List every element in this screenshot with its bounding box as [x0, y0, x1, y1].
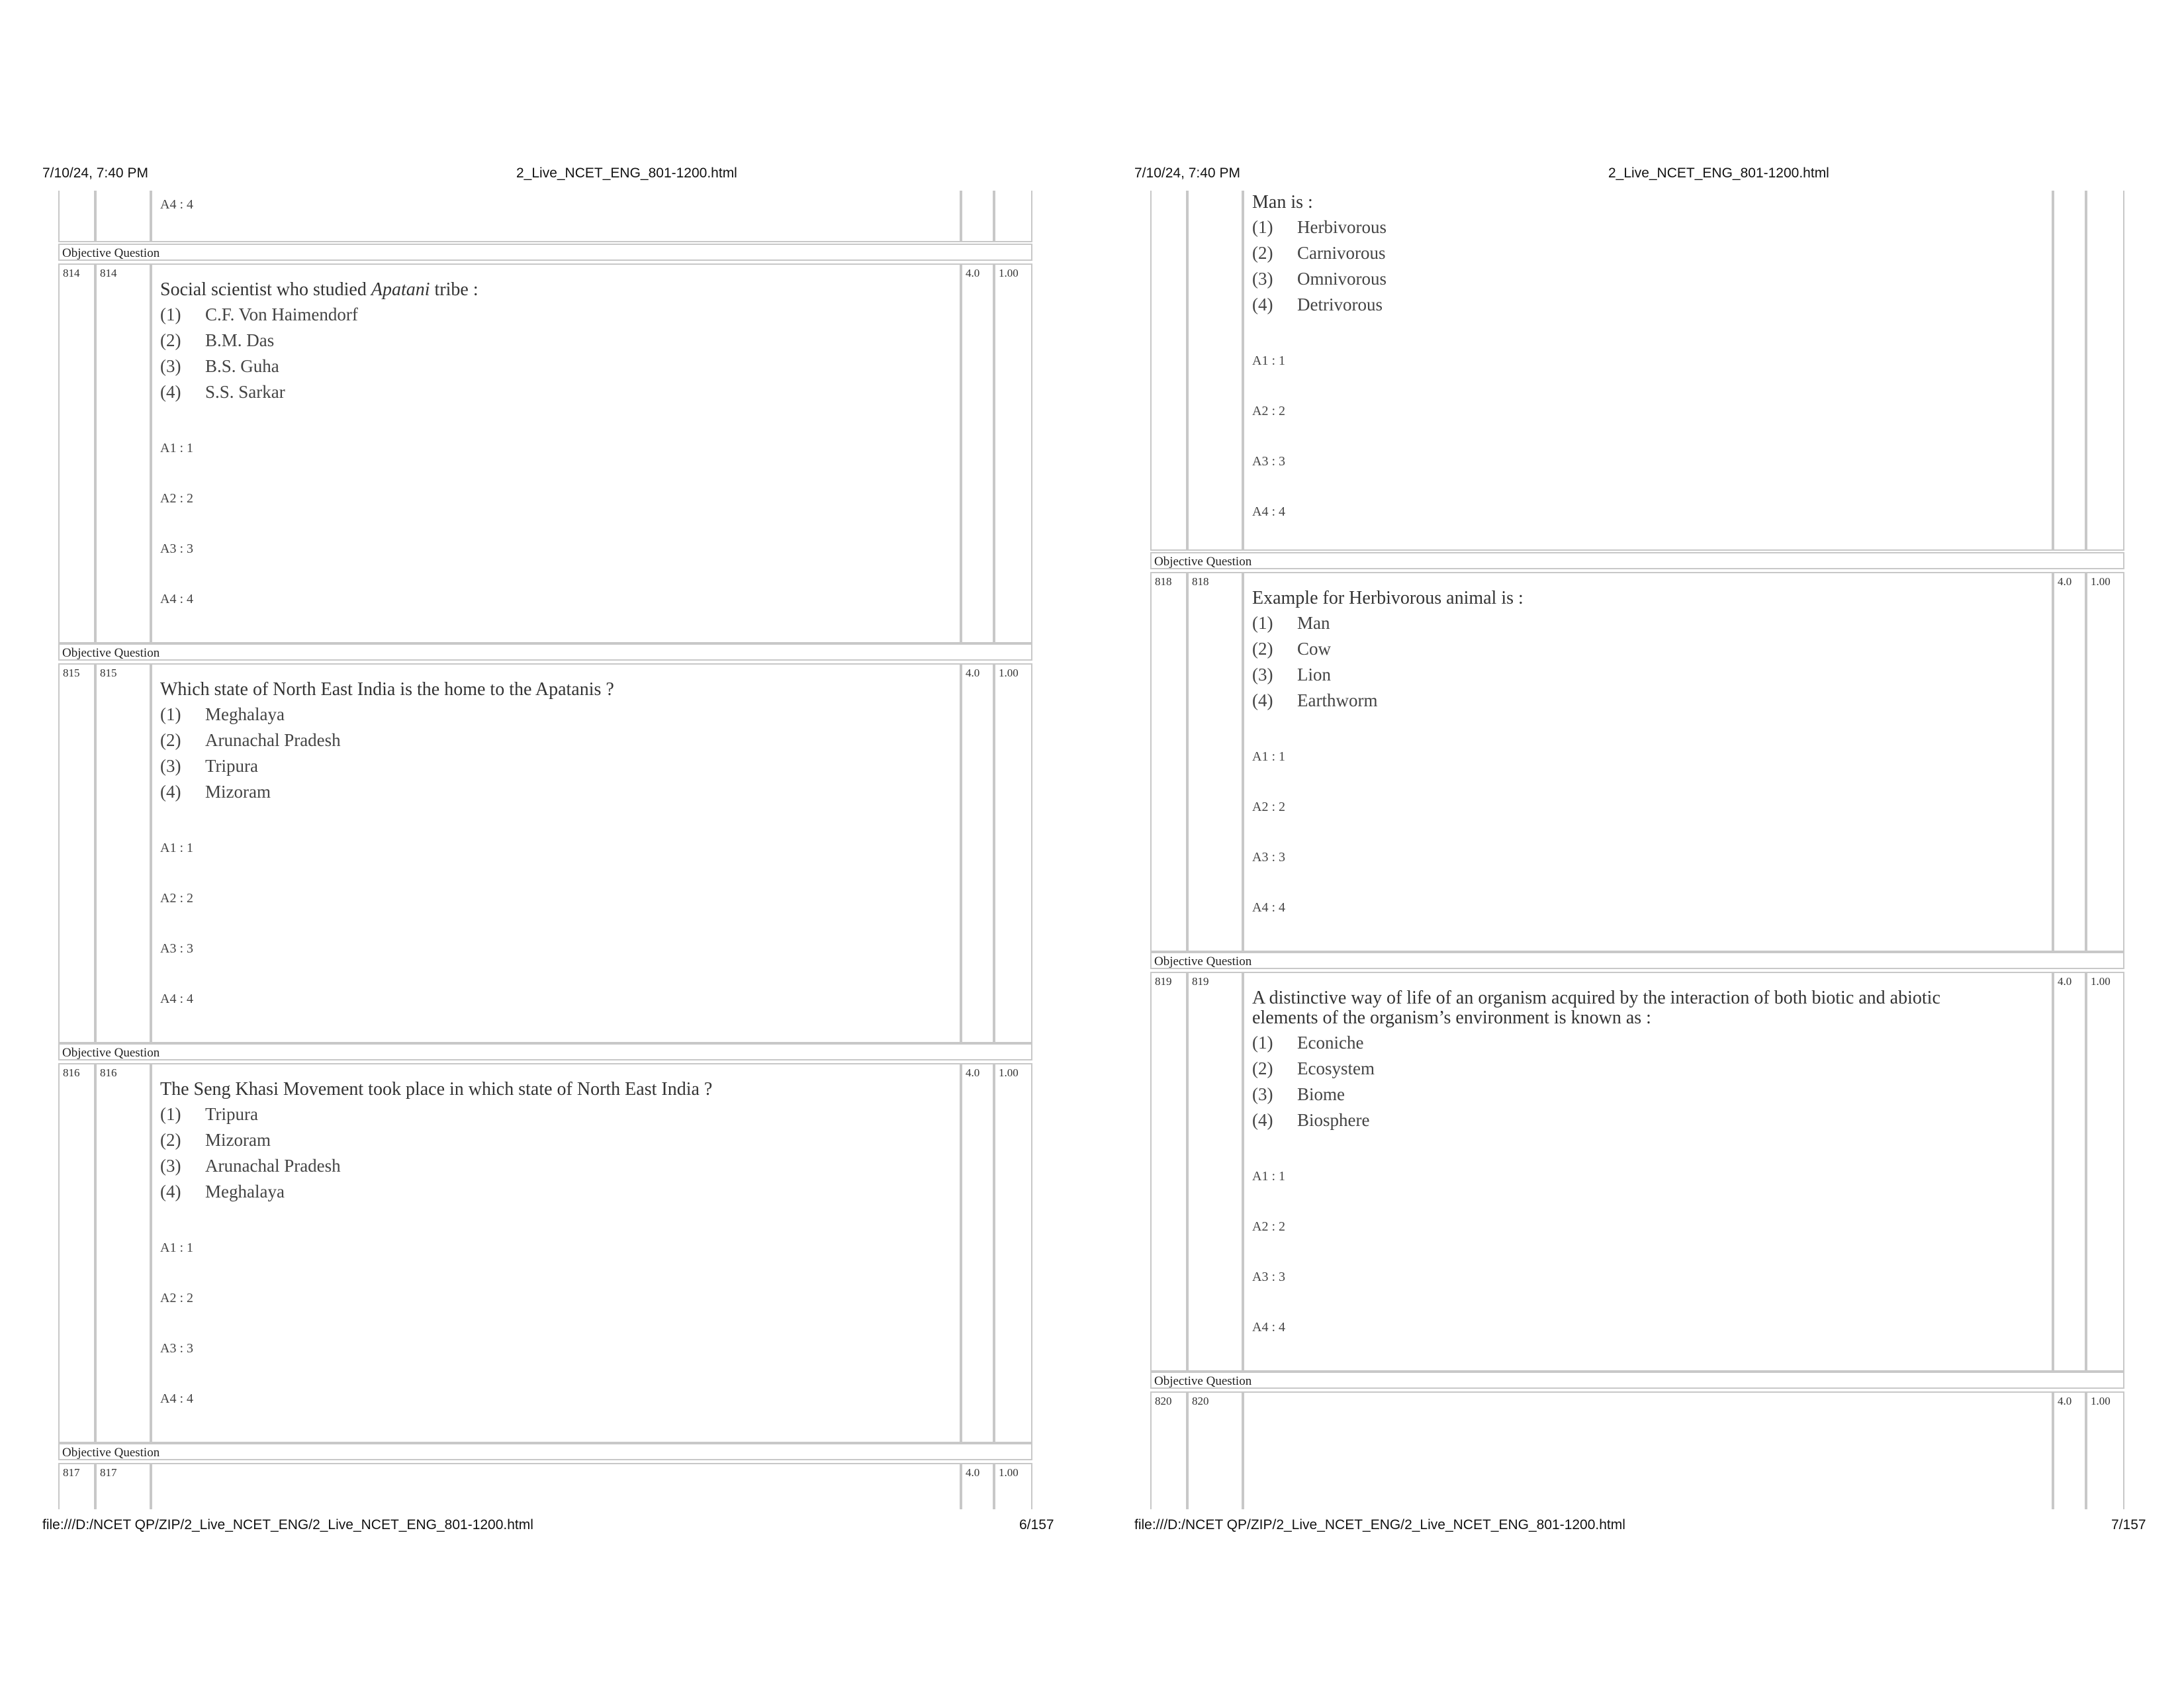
answer-label: A1 : 1 — [1252, 749, 1285, 764]
option: (2) Carnivorous — [1252, 243, 1386, 263]
answer-label: A2 : 2 — [160, 1291, 193, 1305]
option: (3) B.S. Guha — [160, 356, 279, 376]
answer-label: A1 : 1 — [1252, 1169, 1285, 1184]
question-number: 815 — [58, 663, 95, 1043]
option: (1) Tripura — [160, 1104, 259, 1124]
option: (1) C.F. Von Haimendorf — [160, 305, 358, 324]
option: (4) S.S. Sarkar — [160, 382, 285, 402]
question-814 — [58, 263, 1036, 643]
option: (3) Lion — [1252, 665, 1331, 684]
question-820 — [1150, 1391, 2128, 1509]
question-stem: The Seng Khasi Movement took place in which state of North East India ? — [160, 1079, 713, 1100]
option: (2) Cow — [1252, 639, 1332, 659]
question-stem-line: A distinctive way of life of an organism acquired by the interaction of both biotic and abiotic — [1252, 988, 1940, 1008]
option: (4) Detrivorous — [1252, 295, 1383, 314]
answer-label: A2 : 2 — [1252, 1219, 1285, 1234]
answer-label: A4 : 4 — [1252, 900, 1285, 915]
marks: 4.0 — [961, 1463, 994, 1509]
question-815 — [58, 663, 1036, 1043]
negative-marks: 1.00 — [994, 1463, 1032, 1509]
answer-label: A1 : 1 — [1252, 353, 1285, 368]
answer-label: A4 : 4 — [1252, 1320, 1285, 1335]
print-title: 2_Live_NCET_ENG_801-1200.html — [516, 165, 737, 181]
option: (2) Ecosystem — [1252, 1058, 1375, 1078]
option: (3) Tripura — [160, 756, 259, 776]
print-date: 7/10/24, 7:40 PM — [1134, 165, 1240, 181]
question-body — [151, 1463, 961, 1509]
question-id: 814 — [95, 263, 151, 643]
question-number: 820 — [1150, 1391, 1187, 1509]
question-stem-line: elements of the organism’s environment is known as : — [1252, 1008, 1651, 1028]
question-817 — [58, 1463, 1036, 1509]
option: (2) B.M. Das — [160, 330, 275, 350]
negative-marks: 1.00 — [2086, 572, 2124, 952]
question-number: 818 — [1150, 572, 1187, 952]
question-id: 817 — [95, 1463, 151, 1509]
question-819 — [1150, 972, 2128, 1372]
marks: 4.0 — [2053, 1391, 2086, 1509]
print-footer-path: file:///D:/NCET QP/ZIP/2_Live_NCET_ENG/2_Live_NCET_ENG_801-1200.html — [1134, 1517, 1625, 1532]
print-date: 7/10/24, 7:40 PM — [42, 165, 148, 181]
answer-label: A4 : 4 — [1252, 504, 1285, 519]
answer-label: A4 : 4 — [160, 197, 193, 212]
question-body — [1243, 972, 2053, 1372]
negative-marks: 1.00 — [994, 1063, 1032, 1443]
question-stem: Which state of North East India is the home to the Apatanis ? — [160, 679, 614, 700]
option: (4) Meghalaya — [160, 1182, 285, 1201]
option: (4) Earthworm — [1252, 690, 1378, 710]
answer-label: A3 : 3 — [1252, 1270, 1285, 1284]
question-body — [151, 663, 961, 1043]
question-id: 815 — [95, 663, 151, 1043]
answer-label: A3 : 3 — [160, 941, 193, 956]
question-818 — [1150, 572, 2128, 952]
answer-label: A1 : 1 — [160, 441, 193, 455]
option: (1) Man — [1252, 613, 1330, 633]
marks: 4.0 — [961, 263, 994, 643]
option: (4) Mizoram — [160, 782, 271, 802]
question-stem: Example for Herbivorous animal is : — [1252, 588, 1524, 608]
question-number: 817 — [58, 1463, 95, 1509]
question-id: 820 — [1187, 1391, 1243, 1509]
section-label: Objective Question — [1150, 1372, 2124, 1389]
option: (1) Econiche — [1252, 1033, 1364, 1053]
section-label: Objective Question — [58, 1043, 1032, 1060]
answer-label: A2 : 2 — [1252, 800, 1285, 814]
question-816 — [58, 1063, 1036, 1443]
section-label: Objective Question — [1150, 552, 2124, 569]
question-817-continued — [1150, 191, 2128, 551]
continued-row — [58, 191, 1036, 242]
print-page-number: 6/157 — [1019, 1517, 1054, 1532]
answer-label: A2 : 2 — [1252, 404, 1285, 418]
option: (2) Arunachal Pradesh — [160, 730, 341, 750]
question-stack — [58, 191, 1036, 1509]
negative-marks: 1.00 — [2086, 1391, 2124, 1509]
answer-label: A3 : 3 — [160, 541, 193, 556]
answer-label: A3 : 3 — [160, 1341, 193, 1356]
question-number: 819 — [1150, 972, 1187, 1372]
question-body — [1243, 191, 2053, 551]
marks: 4.0 — [961, 663, 994, 1043]
print-page-number: 7/157 — [2111, 1517, 2146, 1532]
answer-label: A3 : 3 — [1252, 454, 1285, 469]
option: (2) Mizoram — [160, 1130, 271, 1150]
question-stem: Man is : — [1252, 192, 1313, 212]
answer-label: A4 : 4 — [160, 992, 193, 1006]
question-number: 816 — [58, 1063, 95, 1443]
question-id: 816 — [95, 1063, 151, 1443]
option: (1) Meghalaya — [160, 704, 285, 724]
print-footer-path: file:///D:/NCET QP/ZIP/2_Live_NCET_ENG/2_Live_NCET_ENG_801-1200.html — [42, 1517, 533, 1532]
negative-marks: 1.00 — [2086, 972, 2124, 1372]
marks: 4.0 — [2053, 572, 2086, 952]
answer-label: A2 : 2 — [160, 491, 193, 506]
page-right — [1092, 0, 2184, 1688]
negative-marks: 1.00 — [994, 263, 1032, 643]
question-body — [151, 263, 961, 643]
question-number: 814 — [58, 263, 95, 643]
option: (3) Biome — [1252, 1084, 1345, 1104]
question-stem: Social scientist who studied Apatani tribe : — [160, 279, 478, 300]
section-label: Objective Question — [58, 244, 1032, 261]
question-body — [1243, 572, 2053, 952]
question-stack — [1150, 191, 2128, 1509]
marks: 4.0 — [961, 1063, 994, 1443]
question-id: 819 — [1187, 972, 1243, 1372]
section-label: Objective Question — [58, 643, 1032, 661]
answer-label: A1 : 1 — [160, 1241, 193, 1255]
section-label: Objective Question — [58, 1443, 1032, 1460]
option: (3) Arunachal Pradesh — [160, 1156, 341, 1176]
section-label: Objective Question — [1150, 952, 2124, 969]
question-body — [151, 1063, 961, 1443]
answer-label: A4 : 4 — [160, 592, 193, 606]
answer-label: A3 : 3 — [1252, 850, 1285, 865]
marks: 4.0 — [2053, 972, 2086, 1372]
option: (3) Omnivorous — [1252, 269, 1387, 289]
question-body — [1243, 1391, 2053, 1509]
option: (1) Herbivorous — [1252, 217, 1387, 237]
answer-label: A2 : 2 — [160, 891, 193, 906]
question-id: 818 — [1187, 572, 1243, 952]
negative-marks: 1.00 — [994, 663, 1032, 1043]
answer-label: A4 : 4 — [160, 1391, 193, 1406]
print-title: 2_Live_NCET_ENG_801-1200.html — [1608, 165, 1829, 181]
option: (4) Biosphere — [1252, 1110, 1370, 1130]
answer-label: A1 : 1 — [160, 841, 193, 855]
